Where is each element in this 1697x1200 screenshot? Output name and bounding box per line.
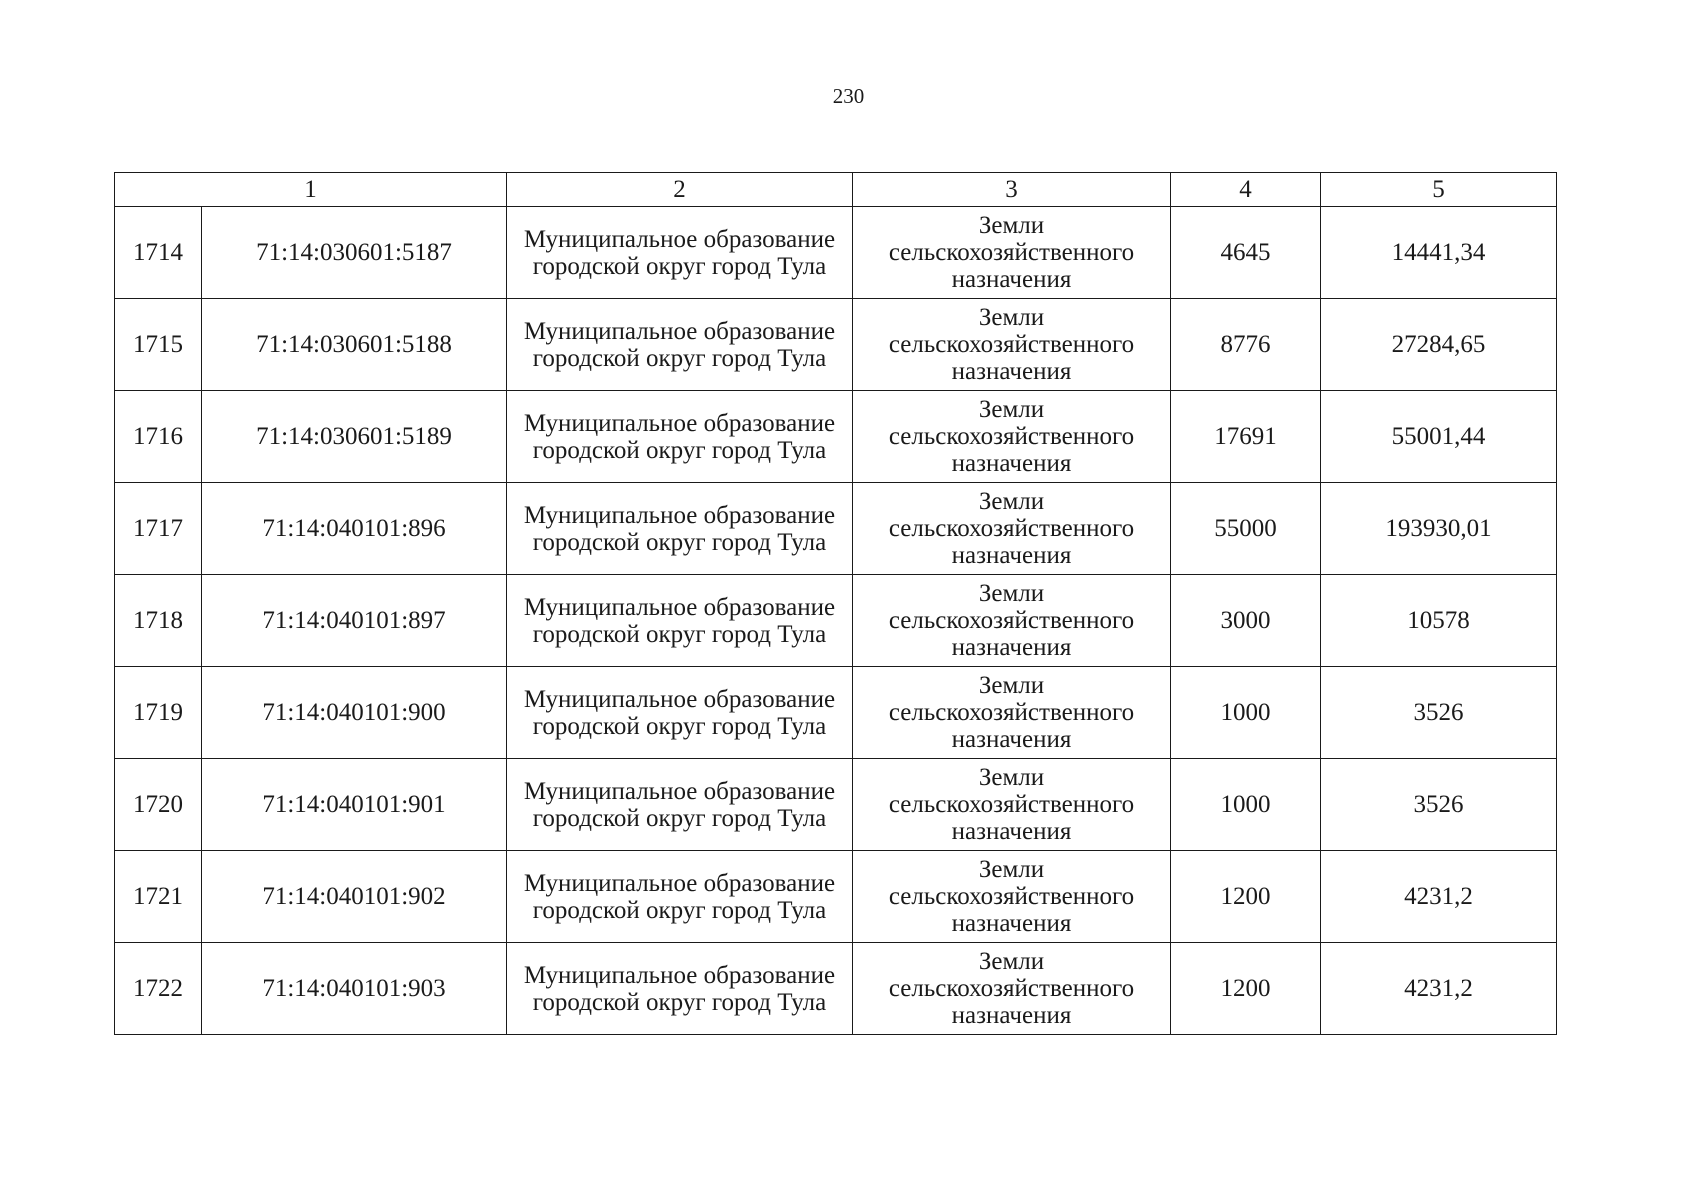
area: 4645 [1171,207,1321,299]
cadastral-number: 71:14:030601:5188 [202,299,507,391]
area: 1200 [1171,851,1321,943]
owner: Муниципальное образование городской округ город Тула [507,391,853,483]
cadastral-number: 71:14:040101:896 [202,483,507,575]
owner: Муниципальное образование городской округ город Тула [507,943,853,1035]
row-number: 1716 [115,391,202,483]
land-category: Земли сельскохозяйственного назначения [853,759,1171,851]
cadastral-value: 3526 [1321,667,1557,759]
area: 3000 [1171,575,1321,667]
table-row [115,759,1557,851]
area: 1000 [1171,759,1321,851]
table-row [115,207,1557,299]
row-number: 1715 [115,299,202,391]
column-header-4: 4 [1171,173,1321,207]
area: 17691 [1171,391,1321,483]
table-row [115,575,1557,667]
row-number: 1717 [115,483,202,575]
table-row [115,391,1557,483]
table-body [115,173,1557,1035]
cadastral-value: 10578 [1321,575,1557,667]
column-header-1: 1 [115,173,507,207]
column-number-row [115,173,1557,207]
owner: Муниципальное образование городской округ город Тула [507,575,853,667]
cadastral-value: 4231,2 [1321,943,1557,1035]
land-category: Земли сельскохозяйственного назначения [853,575,1171,667]
cadastral-value: 14441,34 [1321,207,1557,299]
cadastral-value: 55001,44 [1321,391,1557,483]
cadastral-number: 71:14:040101:897 [202,575,507,667]
row-number: 1714 [115,207,202,299]
owner: Муниципальное образование городской округ город Тула [507,759,853,851]
land-registry-table [114,172,1557,1035]
table-row [115,943,1557,1035]
table-row [115,667,1557,759]
cadastral-value: 3526 [1321,759,1557,851]
table-row [115,851,1557,943]
cadastral-number: 71:14:040101:901 [202,759,507,851]
land-category: Земли сельскохозяйственного назначения [853,207,1171,299]
area: 55000 [1171,483,1321,575]
land-category: Земли сельскохозяйственного назначения [853,299,1171,391]
row-number: 1718 [115,575,202,667]
row-number: 1720 [115,759,202,851]
page-number: 230 [832,84,865,108]
table-row [115,299,1557,391]
land-category: Земли сельскохозяйственного назначения [853,943,1171,1035]
cadastral-number: 71:14:030601:5189 [202,391,507,483]
cadastral-value: 193930,01 [1321,483,1557,575]
area: 1000 [1171,667,1321,759]
row-number: 1722 [115,943,202,1035]
table-row [115,483,1557,575]
cadastral-value: 27284,65 [1321,299,1557,391]
cadastral-number: 71:14:040101:903 [202,943,507,1035]
owner: Муниципальное образование городской округ город Тула [507,851,853,943]
land-category: Земли сельскохозяйственного назначения [853,667,1171,759]
area: 1200 [1171,943,1321,1035]
column-header-3: 3 [853,173,1171,207]
area: 8776 [1171,299,1321,391]
cadastral-number: 71:14:040101:902 [202,851,507,943]
land-category: Земли сельскохозяйственного назначения [853,483,1171,575]
column-header-5: 5 [1321,173,1557,207]
owner: Муниципальное образование городской округ город Тула [507,667,853,759]
owner: Муниципальное образование городской округ город Тула [507,299,853,391]
cadastral-number: 71:14:030601:5187 [202,207,507,299]
land-category: Земли сельскохозяйственного назначения [853,851,1171,943]
owner: Муниципальное образование городской округ город Тула [507,483,853,575]
cadastral-value: 4231,2 [1321,851,1557,943]
row-number: 1721 [115,851,202,943]
land-category: Земли сельскохозяйственного назначения [853,391,1171,483]
column-header-2: 2 [507,173,853,207]
row-number: 1719 [115,667,202,759]
cadastral-number: 71:14:040101:900 [202,667,507,759]
owner: Муниципальное образование городской округ город Тула [507,207,853,299]
